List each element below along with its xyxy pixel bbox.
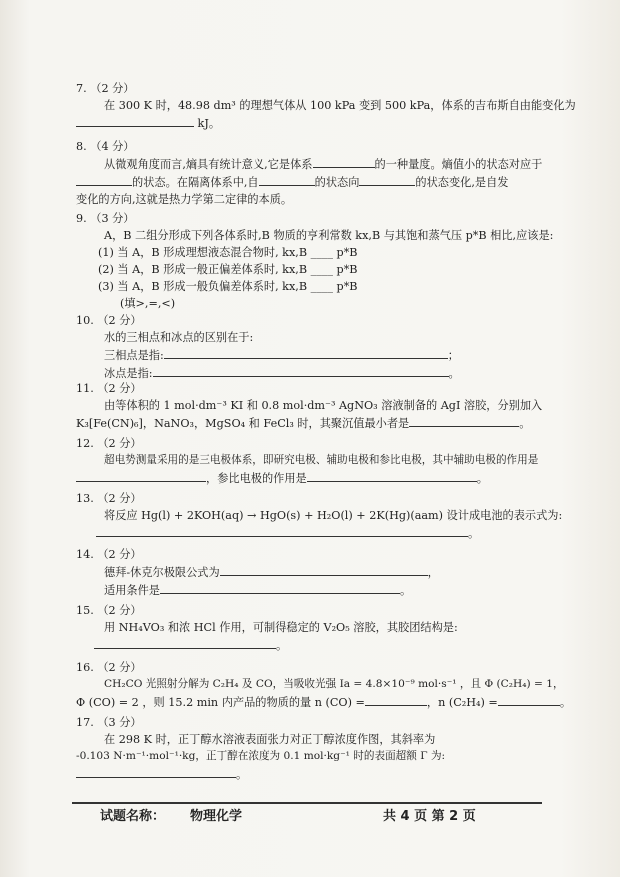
footer-exam-label: 试题名称： bbox=[100, 809, 166, 824]
answer-blank[interactable] bbox=[153, 364, 449, 377]
question-15: 15. （2 分） 用 NH₄VO₃ 和浓 HCl 作用，可制得稳定的 V₂O₅ 溶胶，其胶团结构是: 。 bbox=[76, 604, 458, 652]
question-score: （2 分） bbox=[90, 82, 135, 95]
question-8: 8. （4 分） 从微观角度而言,熵具有统计意义,它是体系 的一种量度。熵值小的状态对应于 的状态。在隔离体系中,自 的状态向 的状态变化,是自发 变化的方向,这就是热力学第二定律的本质。 bbox=[76, 140, 543, 206]
answer-blank[interactable] bbox=[76, 173, 132, 186]
question-9: 9. （3 分） A，B 二组分形成下列各体系时,B 物质的亨利常数 kx,B 与其饱和蒸气压 p*B 相比,应该是: (1) 当 A，B 形成理想液态混合物时, kx,B ____ p*B (2) 当 A，B 形成一般正偏差体系时, kx,B ____ p*B (3) 当 A，B 形成一般负偏差体系时, kx,B ____ p*B (填>,=,<) bbox=[76, 212, 554, 310]
footer-subject: 物理化学 bbox=[190, 809, 243, 824]
answer-blank[interactable] bbox=[307, 469, 477, 482]
answer-blank[interactable] bbox=[365, 693, 427, 706]
footer-page-count: 共 4 页 第 2 页 bbox=[383, 809, 476, 824]
answer-blank[interactable] bbox=[164, 346, 448, 359]
answer-blank[interactable] bbox=[259, 173, 315, 186]
answer-blank[interactable] bbox=[409, 414, 519, 427]
answer-blank[interactable] bbox=[76, 114, 194, 127]
question-10: 10. （2 分） 水的三相点和冰点的区别在于: 三相点是指: ； 冰点是指: 。 bbox=[76, 314, 460, 380]
question-14: 14. （2 分） 德拜-休克尔极限公式为 ， 适用条件是 。 bbox=[76, 548, 439, 597]
answer-blank[interactable] bbox=[160, 581, 400, 594]
answer-blank[interactable] bbox=[94, 636, 276, 649]
question-11: 11. （2 分） 由等体积的 1 mol·dm⁻³ KI 和 0.8 mol·dm⁻³ AgNO₃ 溶液制备的 AgI 溶胶，分别加入 K₃[Fe(CN)₆]，NaNO₃，MgSO₄ 和 FeCl₃ 时，其聚沉值最小者是 。 bbox=[76, 382, 543, 430]
answer-blank[interactable] bbox=[220, 563, 428, 576]
answer-blank[interactable] bbox=[498, 693, 560, 706]
question-12: 12. （2 分） 超电势测量采用的是三电极体系，即研究电极、辅助电极和参比电极，其中辅助电极的作用是 ，参比电极的作用是 。 bbox=[76, 437, 539, 485]
answer-blank[interactable] bbox=[359, 173, 415, 186]
question-17: 17. （3 分） 在 298 K 时，正丁醇水溶液表面张力对正丁醇浓度作图，其斜率为 -0.103 N·m⁻¹·mol⁻¹·kg，正丁醇在浓度为 0.1 mol·kg⁻¹ 时的表面超额 Γ 为: 。 bbox=[76, 716, 446, 781]
question-7: 7. （2 分） 在 300 K 时，48.98 dm³ 的理想气体从 100 kPa 变到 500 kPa，体系的吉布斯自由能变化为 kJ。 bbox=[76, 82, 576, 130]
footer-divider bbox=[72, 802, 542, 804]
question-13: 13. （2 分） 将反应 Hg(l) + 2KOH(aq) → HgO(s) + H₂O(l) + 2K(Hg)(aam) 设计成电池的表示式为: 。 bbox=[76, 492, 563, 540]
question-16: 16. （2 分） CH₂CO 光照射分解为 C₂H₄ 及 CO，当吸收光强 Ia = 4.8×10⁻⁹ mol·s⁻¹ ，且 Φ (C₂H₄) = 1， Φ (CO) = 2 ，则 15.2 min 内产品的物质的量 n (CO) = ，n (C₂H₄) = 。 bbox=[76, 661, 572, 709]
answer-blank[interactable] bbox=[313, 155, 375, 168]
question-number: 7. bbox=[76, 82, 87, 95]
answer-blank[interactable] bbox=[76, 469, 206, 482]
answer-blank[interactable] bbox=[96, 524, 468, 537]
question-text: 在 300 K 时，48.98 dm³ 的理想气体从 100 kPa 变到 500 kPa，体系的吉布斯自由能变化为 bbox=[104, 99, 576, 112]
answer-blank[interactable] bbox=[76, 765, 236, 778]
